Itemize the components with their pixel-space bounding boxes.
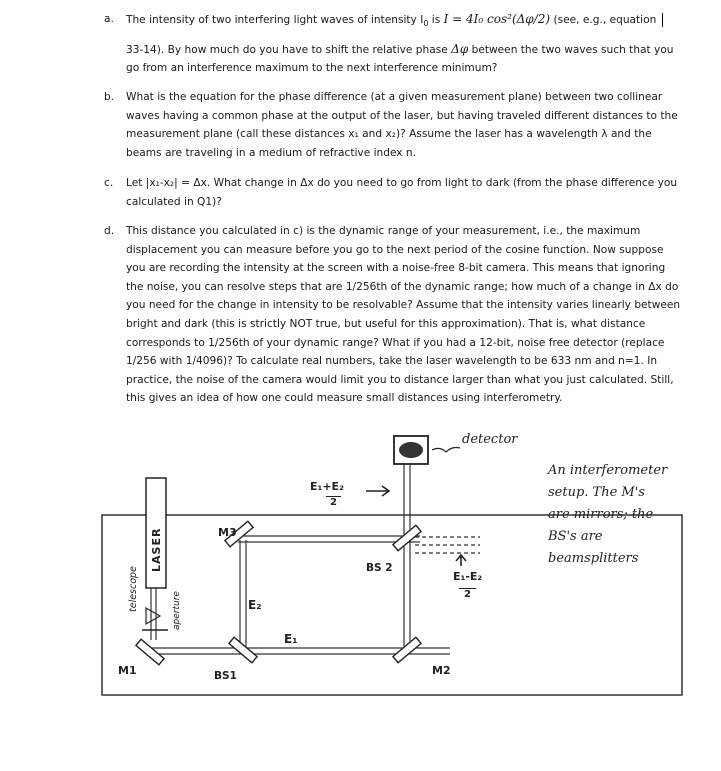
bs1-label: BS1 — [214, 670, 237, 682]
question-d-line: the noise, you can resolve steps that are 1/256th of the dynamic range; how much of a change in Δx do — [126, 280, 679, 293]
question-b-line: measurement plane (call these distances x₁ and x₂)? Assume the laser has a wavelength λ and the — [126, 128, 652, 141]
question-c-label: c. — [104, 177, 114, 189]
m1-label: M1 — [118, 664, 137, 677]
question-c-line: calculated in Q1)? — [126, 195, 222, 208]
e-diff-denominator: 2 — [459, 588, 476, 600]
m2-label: M2 — [432, 664, 451, 677]
arrow-up-icon — [456, 555, 466, 566]
detector-pointer — [432, 448, 460, 453]
question-d-line: bright and dark (this is strictly NOT true, but useful for this approximation). That is, what distance — [126, 317, 646, 330]
question-b-line: waves having a common phase at the output of the laser, but having traveled different distances to the — [126, 109, 678, 122]
detector-label: detector — [462, 432, 518, 447]
question-d-line: This distance you calculated in c) is the dynamic range of your measurement, i.e., the maximum — [126, 225, 641, 237]
note-line: are mirrors; the — [548, 507, 654, 522]
question-d-line: you need for the change in intensity to be resolvable? Assume that the intensity varies linearly between — [126, 299, 681, 312]
bs2-label: BS 2 — [366, 562, 393, 574]
question-b-label: b. — [104, 91, 115, 103]
question-d-line: displacement you can measure before you go to the next period of the cosine function. Now suppose — [126, 243, 664, 256]
e-sum-label: E₁+E₂ — [310, 480, 344, 493]
beamsplitter-bs2 — [393, 525, 421, 550]
question-a-line-3: go from an interference maximum to the next interference minimum? — [126, 62, 498, 75]
m3-label: M3 — [218, 526, 237, 539]
aperture-label: aperture — [172, 591, 182, 630]
laser-label: LASER — [150, 527, 163, 572]
question-d-line: corresponds to 1/256th of your dynamic range? What if you had a 12-bit, noise free detector (replace — [126, 336, 665, 349]
intensity-formula: I = 4I₀ cos²(Δφ/2) — [443, 12, 551, 26]
e-sum-denominator: 2 — [326, 496, 341, 508]
e-diff-label: E₁-E₂ — [453, 570, 483, 583]
mirror-m1 — [136, 639, 164, 664]
mirror-m2 — [393, 637, 421, 662]
question-b-line: What is the equation for the phase difference (at a given measurement plane) between two collinear — [126, 91, 663, 103]
detector-sensor — [399, 442, 423, 458]
question-a-line-1: The intensity of two interfering light waves of intensity $I_0$ is I = 4I₀ cos²(Δφ/2) (see, e.g., equation — [126, 10, 688, 34]
beamsplitter-bs1 — [229, 637, 257, 662]
question-d-line: 1/256 with 1/4096)? To calculate real numbers, take the laser wavelength to be 633 nm and n=1. In — [126, 355, 658, 368]
e1-label: E₁ — [284, 632, 298, 646]
telescope-label: telescope — [128, 566, 139, 612]
question-d-line: practice, the noise of the camera would limit you to distance larger than what you just calculated. Still, — [126, 373, 674, 386]
handwritten-note — [548, 460, 708, 570]
question-b-line: beams are traveling in a medium of refractive index n. — [126, 146, 417, 159]
question-d-label: d. — [104, 225, 115, 237]
note-line: setup. The M's — [548, 485, 645, 500]
note-line: An interferometer — [548, 463, 668, 478]
question-a-line-2: 33-14). By how much do you have to shift the relative phase Δφ between the two waves such that you — [126, 41, 674, 56]
arrow-right-icon — [366, 486, 389, 496]
e2-label: E₂ — [248, 598, 262, 612]
question-c-line: Let |x₁-x₂| = Δx. What change in Δx do you need to go from light to dark (from the phase difference you — [126, 177, 678, 189]
note-line: beamsplitters — [548, 551, 639, 566]
question-d-line: this gives an idea of how one could measure small distances using interferometry. — [126, 392, 563, 405]
telescope-lens — [146, 608, 160, 624]
note-line: BS's are — [548, 529, 603, 544]
question-d-line: you are recording the intensity at the screen with a noise-free 8-bit camera. This means that ignoring — [126, 262, 666, 275]
question-a-label: a. — [104, 13, 114, 25]
